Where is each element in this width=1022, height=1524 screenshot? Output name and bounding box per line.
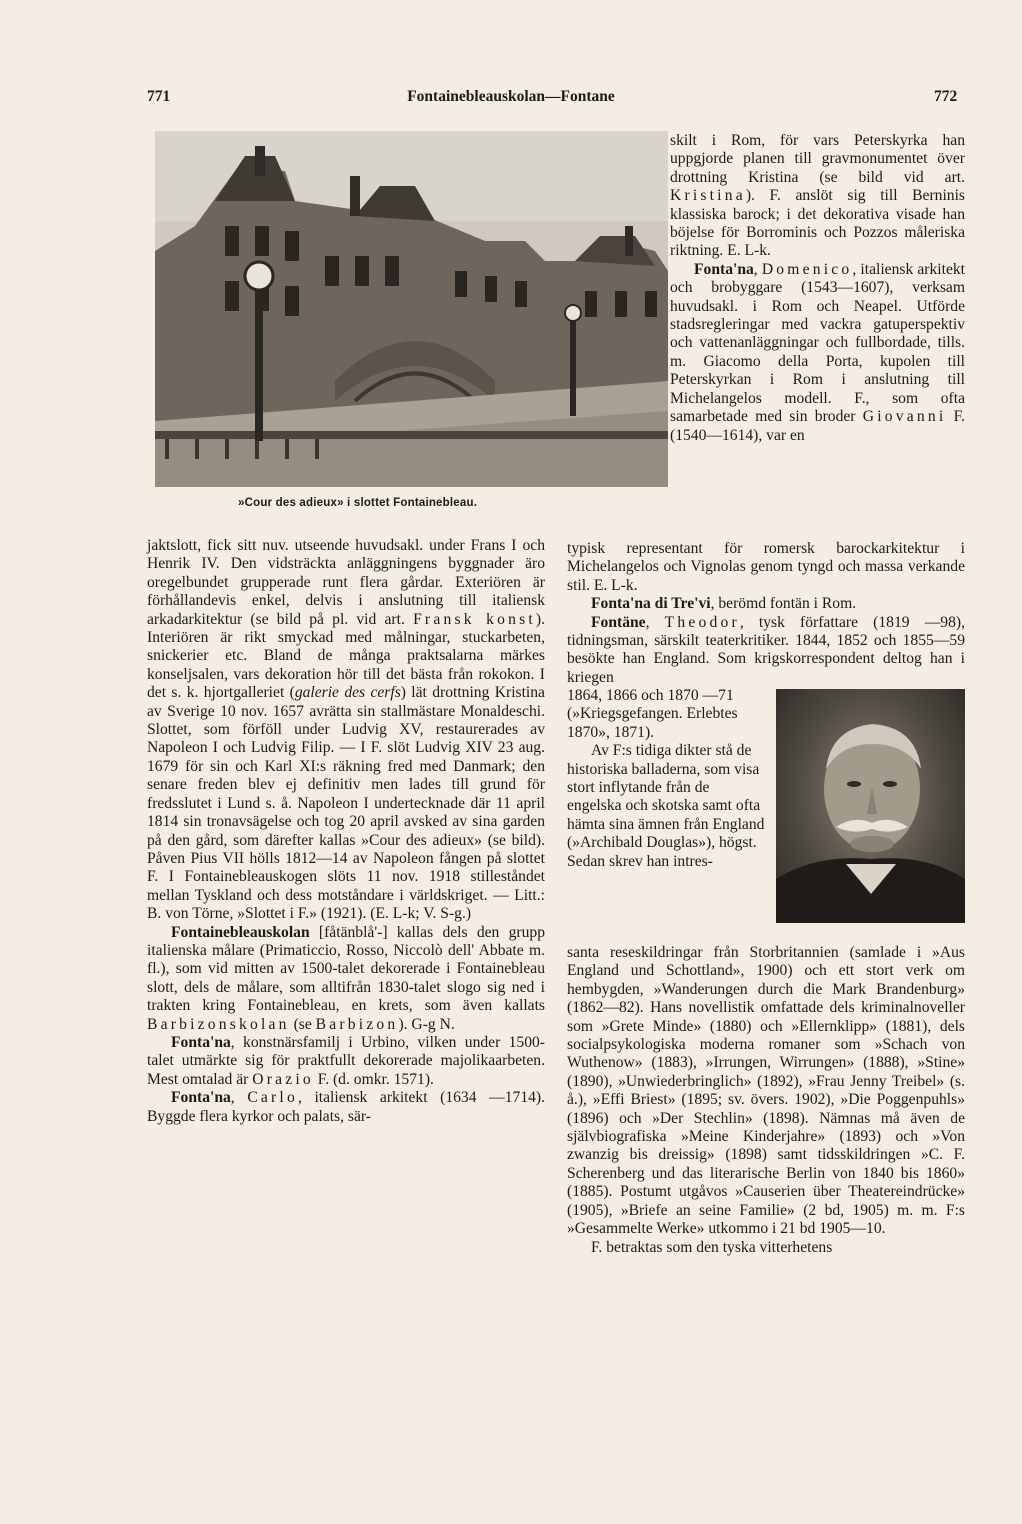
paragraph: skilt i Rom, för vars Peterskyrka han uppgjorde planen till gravmonumentet över drottning Kristina (se bild vid art. Kristina). F. anslöt sig till Berninis klassiska barock; i det dekorativa visade han böjelse för Borrominis och Pozzos måleriska riktning. E. L-k.	[670, 132, 965, 260]
palace-illustration	[155, 131, 668, 487]
fontainebleau-photo	[155, 131, 668, 487]
entry-fontana-di-trevi: Fonta'na di Tre'vi, berömd fontän i Rom.	[591, 595, 857, 613]
right-column-middle	[567, 540, 965, 687]
page-number-left: 771	[147, 88, 171, 105]
paragraph: Av F:s tidiga dikter stå de historiska balladerna, som visa stort inflytande från de engelska och skotska samt ofta hämta sina ämnen från England (»Archibald Douglas»), högst. Sedan skrev han intres-	[567, 742, 765, 870]
paragraph: jaktslott, fick sitt nuv. utseende huvudsakl. under Frans I och Henrik IV. Den vidsträckta anläggningens byggnader äro oregelbundet grupperade runt flera gårdar. Exteriören är förhållandevis enkel, delvis i anslutning till italiensk arkadarkitektur (se bild på pl. vid art. Fransk konst). Interiören är rikt smyckad med målningar, stuckarbeten, snickerier etc. Bland de många praktsalarna märkes konseljsalen, vars dekoration hör till det bästa från rokokon. I det s. k. hjortgalleriet (galerie des cerfs) lät drottning Kristina av Sverige 10 nov. 1657 avrätta sin stallmästare Monaldeschi. Slottet, som förföll under Ludvig XV, restaurerades av Napoleon I och Ludvig Filip. — I F. slöt Ludvig XIV 23 aug. 1679 för sin och Karl XI:s räkning fred med Danmark; den senare freden blev ej definitiv men lades till grund för fredsslutet i Lund s. å. Napoleon I undertecknade där 11 april 1814 sin tronavsägelse och tog 20 april avsked av sina garden på den gård, som därefter kallas »Cour des adieux» (se bild). Påven Pius VII hölls 1812—14 av Napoleon fången på slottet F. I Fontainebleauskogen slöts 11 nov. 1918 stilleståndet mellan Tyskland och dess motståndare i världskriget. — Litt.: B. von Törne, »Slottet i F.» (1921). (E. L-k; V. S-g.)	[147, 537, 545, 923]
entry-fontana-carlo: Fonta'na, Carlo, italiensk arkitekt (1634 —1714). Byggde flera kyrkor och palats, sär-	[147, 1089, 545, 1125]
fontane-portrait	[776, 689, 965, 923]
right-column-narrow	[567, 687, 767, 871]
portrait-illustration	[776, 689, 965, 923]
left-column	[147, 537, 545, 1126]
paragraph: F. betraktas som den tyska vitterhetens	[591, 1238, 833, 1256]
paragraph: santa reseskildringar från Storbritannien (samlade i »Aus England und Schottland», 1900) och ett stort verk om hembygden, »Wanderungen durch die Mark Brandenburg» (1862—82). Hans novellistik omfattade dels kriminalnoveller som »Grete Minde» (1880) och »Ellernklipp» (1881), dels socialpsykologiska moderna romaner som »Schach von Wuthenow» (1883), »Irrungen, Wirrungen» (1888), »Stine» (1890), »Unwiederbringlich» (1892), »Frau Jenny Treibel» (s. å.), »Effi Briest» (1895; sv. övers. 1902), »Die Poggenpuhls» (1896) och »Der Stechlin» (1898). Nämnas må även de självbiografiska »Meine Kinderjahre» (1893) och »Von zwanzig bis dreissig» (1898) samt tidsskildringen »C. F. Scherenberg und das literarische Berlin von 1840 bis 1860» (1885). Postumt utgåvos »Causerien über Theatereindrücke» (1905), »Briefe an seine Familie» (2 bd, 1905) m. m. F:s »Gesammelte Werke» utkommo i 21 bd 1905—10.	[567, 944, 965, 1238]
photo-caption: »Cour des adieux» i slottet Fontainebleau.	[238, 497, 478, 509]
right-column-bottom	[567, 944, 965, 1257]
entry-fontana-domenico: Fonta'na, Domenico, italiensk arkitekt och brobyggare (1543—1607), verksam huvudsakl. i Rom och Neapel. Utförde stadsregleringar med vackra gatuperspektiv och vattenanläggningar och fullbordade, tills. m. Giacomo della Porta, kupolen till Peterskyrkan i Rom i anslutning till Michelangelos modell. F., som ofta samarbetade med sin broder Giovanni F. (1540—1614), var en	[670, 260, 966, 444]
entry-fontana-family: Fonta'na, konstnärsfamilj i Urbino, vilken under 1500-talet utmärkte sig för praktfullt dekorerade majolikaarbeten. Mest omtalad är Orazio F. (d. omkr. 1571).	[147, 1033, 545, 1088]
paragraph: typisk representant för romersk barockarkitektur i Michelangelos och Vignolas genom tyngd och massa verkande stil. E. L-k.	[567, 540, 965, 594]
entry-fontane-theodor: Fontäne, Theodor, tysk författare (1819 —98), tidningsman, särskilt teaterkritiker. 1844, 1852 och 1855—59 besökte han England. Som krigskorrespondent deltog han i kriegen	[567, 613, 965, 686]
paragraph: 1864, 1866 och 1870 —71 (»Kriegsgefangen. Erlebtes 1870», 1871).	[567, 687, 738, 741]
entry-fontainebleauskolan: Fontainebleauskolan [fåtänblå'-] kallas dels den grupp italienska målare (Primaticcio, Rosso, Niccolò dell' Abbate m. fl.), som vid mitten av 1500-talet dekorerade i Fontainebleau slott, dels de målare, som alltifrån 1830-talet slogo sig ned i trakten kring Fontainebleau, en krets, som även kallats Barbizonskolan (se Barbizon). G-g N.	[147, 923, 545, 1033]
running-title: Fontainebleauskolan—Fontane	[407, 88, 615, 105]
page-number-right: 772	[934, 88, 958, 105]
right-column-top	[670, 132, 965, 445]
